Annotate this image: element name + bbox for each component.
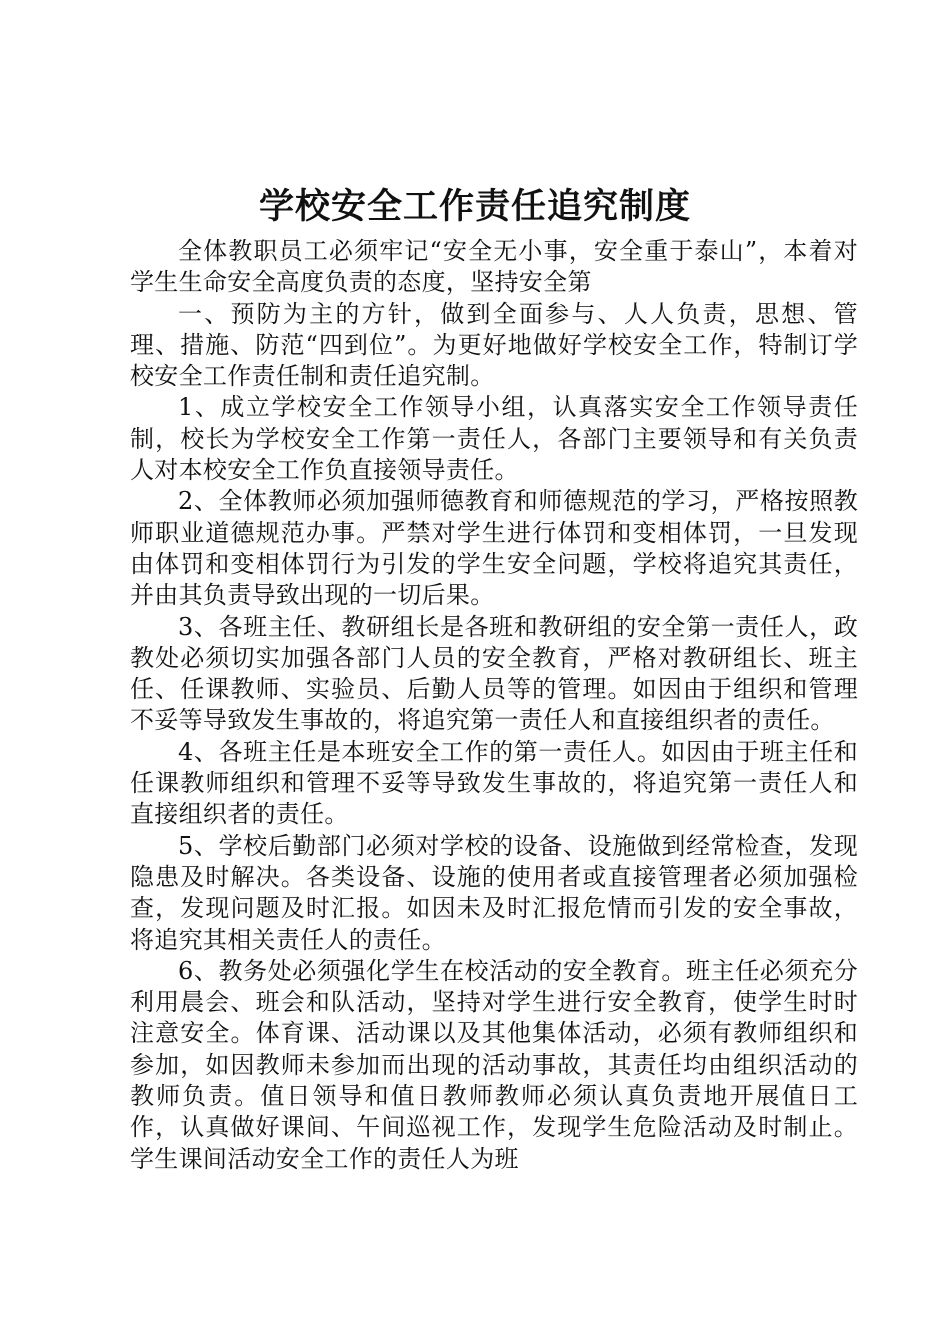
paragraph-item-3: 3、各班主任、教研组长是各班和教研组的安全第一责任人，政教处必须切实加强各部门人员的安全教育，严格对教研组长、班主任、任课教师、实验员、后勤人员等的管理。如因由于组织和管理不妥等导致发生事故的，将追究第一责任人和直接组织者的责任。 [130,612,858,735]
paragraph-item-4: 4、各班主任是本班安全工作的第一责任人。如因由于班主任和任课教师组织和管理不妥等导致发生事故的，将追究第一责任人和直接组织者的责任。 [130,737,858,829]
paragraph-item-1: 1、成立学校安全工作领导小组，认真落实安全工作领导责任制，校长为学校安全工作第一责任人，各部门主要领导和有关负责人对本校安全工作负直接领导责任。 [130,393,858,485]
paragraph-item-6: 6、教务处必须强化学生在校活动的安全教育。班主任必须充分利用晨会、班会和队活动，坚持对学生进行安全教育，使学生时时注意安全。体育课、活动课以及其他集体活动，必须有教师组织和参加，如因教师未参加而出现的活动事故，其责任均由组织活动的教师负责。值日领导和值日教师教师必须认真负责地开展值日工作，认真做好课间、午间巡视工作，发现学生危险活动及时制止。学生课间活动安全工作的责任人为班 [130,956,858,1173]
paragraph-item-2: 2、全体教师必须加强师德教育和师德规范的学习，严格按照教师职业道德规范办事。严禁对学生进行体罚和变相体罚，一旦发现由体罚和变相体罚行为引发的学生安全问题，学校将追究其责任，并由其负责导致出现的一切后果。 [130,487,858,610]
document-body [130,236,858,1175]
document-title: 学校安全工作责任追究制度 [258,186,691,227]
paragraph-intro: 全体教职员工必须牢记“安全无小事，安全重于泰山”，本着对学生生命安全高度负责的态度，坚持安全第 [130,237,858,297]
paragraph-item-5: 5、学校后勤部门必须对学校的设备、设施做到经常检查，发现隐患及时解决。各类设备、设施的使用者或直接管理者必须加强检查，发现问题及时汇报。如因未及时汇报危情而引发的安全事故，将追究其相关责任人的责任。 [130,831,858,954]
paragraph-principle: 一、预防为主的方针，做到全面参与、人人负责，思想、管理、措施、防范“四到位”。为更好地做好学校安全工作，特制订学校安全工作责任制和责任追究制。 [130,299,858,391]
